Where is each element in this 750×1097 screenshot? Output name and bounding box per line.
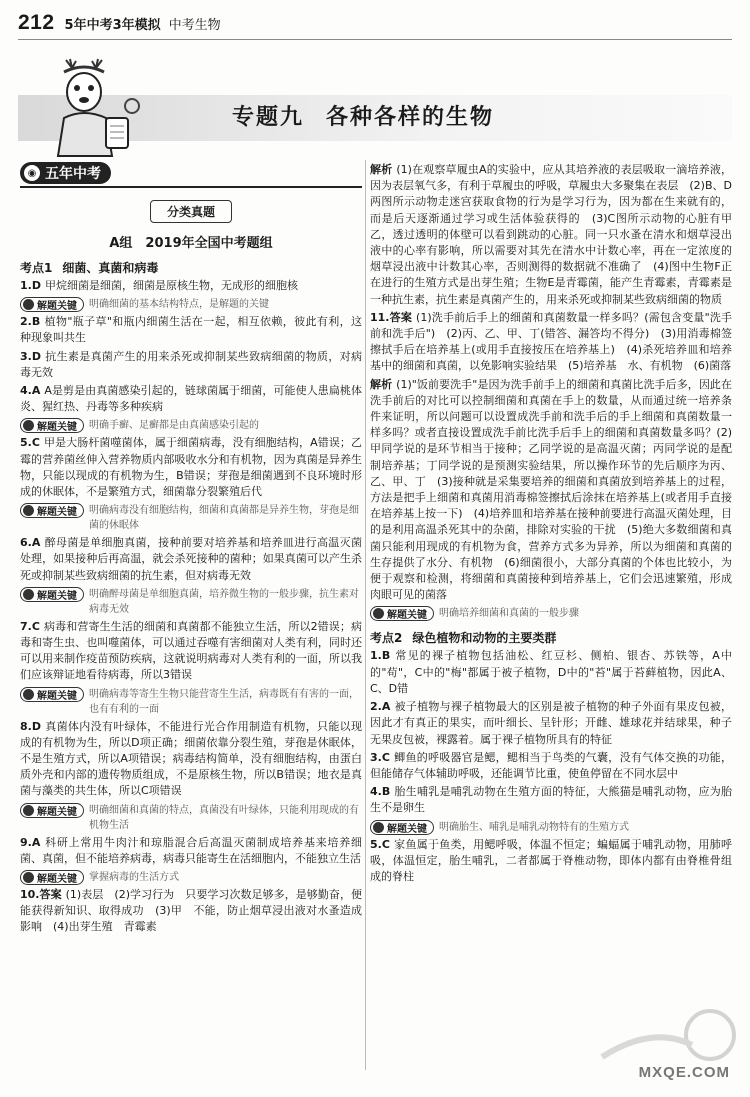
answer-item	[370, 784, 732, 816]
answer-id: 10.答案	[20, 888, 62, 902]
key-tip-badge	[20, 870, 84, 885]
key-tip	[20, 803, 362, 833]
answer-text: (1)"饭前要洗手"是因为洗手前手上的细菌和真菌比洗手后多，因此在洗手前后的对比可以控制细菌和真菌在手上的数量，从而通过统一培养条件来证明，所以问题可以设置成洗手前和洗手后的手上细菌和真菌数量一样多吗？或者直接设置成洗手前比洗手后手上的细菌和真菌数量多吗？(2)甲同学说的是环节相当于接种；乙同学说的是高温灭菌；丙同学说的是配制培养基；丁同学说的是预测实验结果，所以操作环节的先后顺序为丙、乙、甲、丁 (3)接种就是采集要培养的细菌和真菌放到培养基上的过程，方法是把手上细菌和真菌用消毒棉签擦拭后涂抹在培养基上(或者用手直接在培养基上按一下) (4)培养皿和培养基在接种前要进行高温灭菌处理，目的是利用高温杀死其中的杂菌，排除对实验的干扰 (5)绝大多数细菌和真菌只能利用现成的有机物为食，营养方式多为异养，所以为细菌和真菌的生存提供了水分、有机物 (6)细菌很小，大部分真菌的个体也比较小，为便于观察和检测，将细菌和真菌接种到培养基上，它们会迅速繁殖，形成肉眼可见的菌落	[370, 377, 733, 602]
answer-text: 甲烷细菌是细菌，细菌是原核生物，无成形的细胞核	[44, 279, 298, 292]
answer-item	[370, 648, 732, 697]
answer-id: 4.A	[20, 384, 41, 398]
answer-item	[370, 377, 732, 604]
key-tip	[20, 870, 362, 885]
key-tip-badge	[20, 803, 84, 818]
answer-item	[20, 435, 362, 500]
key-tip-label: 解题关键	[37, 422, 77, 434]
subject-label: 中考生物	[168, 18, 221, 33]
left-answer-list	[20, 278, 362, 936]
answer-item	[20, 619, 362, 684]
answer-item	[370, 837, 732, 886]
key-tip	[20, 587, 362, 617]
answer-id: 3.D	[20, 349, 41, 363]
key-tip-badge	[20, 503, 84, 518]
answer-id: 1.D	[20, 279, 41, 292]
key-tip-text: 明确细菌的基本结构特点，是解题的关键	[89, 299, 269, 311]
bulb-icon	[23, 805, 34, 816]
answer-text: 胎生哺乳是哺乳动物在生殖方面的特征，大熊猫是哺乳动物，应为胎生不是卵生	[370, 785, 732, 815]
answer-text: 病毒和营寄生生活的细菌和真菌都不能独立生活，所以2错误；病毒和寄生虫、也叫噬菌体，可以通过吞噬有害细菌对人类有利，同时还可以用来制作疫苗预防疾病，这就说明病毒对人类有利的一面，所以我们应该辩证地看待病毒，所以3错误	[20, 619, 362, 682]
watermark-text: MXQE.COM	[638, 1064, 730, 1081]
key-tip	[20, 503, 362, 533]
answer-text: (1)表层 (2)学习行为 只要学习次数足够多，是够勤奋，便能获得新知识、取得成功 (3)甲 不能，防止烟草浸出液对水蚤造成影响 (4)出芽生殖 青霉素	[20, 888, 362, 934]
answer-text: 醉母菌是单细胞真菌，接种前要对培养基和培养皿进行高温灭菌处理，如果接种后再高温，就会杀死接种的菌种；如果真菌可以产生杀死或抑制某些致病细菌的抗生素，但对病毒无效	[20, 536, 362, 582]
topic-title	[232, 100, 494, 131]
key-tip-text: 明确培养细菌和真菌的一般步骤	[439, 608, 579, 620]
right-answer-list	[370, 162, 732, 885]
key-tip-text: 明确细菌和真菌的特点，真菌没有叶绿体，只能利用现成的有机物生活	[89, 804, 359, 831]
banner-label: 五年中考	[45, 166, 101, 182]
answer-item	[370, 162, 732, 308]
right-column	[370, 160, 732, 885]
answer-text: 常见的裸子植物包括油松、红豆杉、侧柏、银杏、苏铁等，A中的"苟"，C中的"梅"都属于被子植物，D中的"苔"属于苔藓植物，因此A、C、D错	[370, 649, 732, 695]
answer-text: 甲是大肠杆菌噬菌体，属于细菌病毒，没有细胞结构，A错误；乙霉的营养菌丝伸入营养物质内部吸收水分和有机物，因为真菌是异养生物，只能以现成的有机物为生，B错误；芽孢是细菌遇到不良环境时形成的休眠体，不是繁殖方式，细菌靠分裂繁殖后代	[20, 436, 362, 499]
answer-item	[20, 719, 362, 800]
answer-text: (1)洗手前后手上的细菌和真菌数量一样多吗？(需包含变量"洗手前和洗手后") (2)丙、乙、甲、丁(错答、漏答均不得分) (3)用消毒棉签擦拭手后在培养基上(或用手直接按压在培养基上) (4)杀死培养皿和培养基中的细菌和真菌，以免影响实验结果 (5)培养基 水、有机物 (6)菌落	[370, 310, 732, 373]
category-box: 分类真题	[150, 200, 232, 223]
key-tip	[20, 418, 362, 433]
key-tip-label: 解题关键	[37, 690, 77, 702]
bulb-icon	[23, 299, 34, 310]
bulb-icon	[23, 872, 34, 883]
answer-id: 5.C	[20, 436, 40, 450]
banner-badge	[20, 162, 111, 184]
key-tip-label: 解题关键	[387, 823, 427, 835]
point-name: 绿色植物和动物的主要类群	[412, 631, 557, 646]
cat-icon: ◉	[24, 165, 40, 181]
section-banner	[20, 160, 362, 188]
answer-item	[20, 349, 362, 381]
topic-number: 专题九	[232, 105, 305, 130]
key-tip-label: 解题关键	[37, 507, 77, 519]
key-tip-label: 解题关键	[387, 610, 427, 622]
key-tip-badge	[20, 587, 84, 602]
answer-id: 11.答案	[370, 310, 413, 324]
group-title: A组 2019年全国中考题组	[109, 236, 273, 251]
answer-id: 解析	[370, 163, 393, 176]
answer-id: 6.A	[20, 536, 41, 550]
key-tip-badge	[370, 820, 434, 835]
answer-id: 4.B	[370, 785, 391, 799]
answer-text: 被子植物与裸子植物最大的区别是被子植物的种子外面有果皮包被，因此才有真正的果实，而叶细长、呈针形；开雌、雄球花并结球果，种子无果皮包被，裸露着。属于裸子植物所具有的特征	[370, 700, 732, 746]
key-tip-text: 明确胎生、哺乳是哺乳动物特有的生殖方式	[439, 821, 629, 833]
answer-item	[20, 887, 362, 936]
bulb-icon	[23, 505, 34, 516]
point-heading	[370, 629, 732, 646]
answer-item	[20, 278, 362, 294]
point-name: 细菌、真菌和病毒	[62, 261, 159, 275]
key-tip-text: 明确醉母菌是单细胞真菌，培养微生物的一般步骤，抗生素对病毒无效	[89, 588, 359, 615]
answer-text: 家鱼属于鱼类，用鳃呼吸，体温不恒定；蝙蝠属于哺乳动物，用肺呼吸，体温恒定，胎生哺乳，二者都属于脊椎动物，即体内都有由脊椎骨组成的脊柱	[370, 837, 732, 883]
point-label: 考点2	[370, 631, 403, 646]
key-tip-text: 明确手癣、足癣都是由真菌感染引起的	[89, 420, 259, 432]
answer-id: 2.A	[370, 700, 391, 714]
left-column	[20, 160, 362, 936]
bulb-icon	[23, 589, 34, 600]
deer-mascot-icon	[34, 58, 152, 162]
key-tip	[370, 606, 732, 621]
key-tip	[370, 820, 732, 835]
key-tip	[20, 687, 362, 717]
answer-id: 9.A	[20, 835, 41, 849]
page-header	[18, 12, 732, 40]
answer-id: 解析	[370, 377, 393, 391]
answer-text: 科研上常用牛肉汁和琼脂混合后高温灭菌制成培养基来培养细菌、真菌，但不能培养病毒，病毒只能寄生在活细胞内，不能独立生活	[20, 835, 362, 865]
bulb-icon	[23, 420, 34, 431]
page-number: 212	[18, 11, 55, 34]
answer-item	[20, 383, 362, 415]
answer-text: 植物"瓶子草"和瓶内细菌生活在一起，相互依赖，彼此有利，这种现象叫共生	[20, 315, 362, 345]
answer-item	[370, 750, 732, 782]
key-tip-text: 明确病毒等寄生生物只能营寄生生活，病毒既有有害的一面，也有有利的一面	[89, 688, 359, 715]
bulb-icon	[373, 608, 384, 619]
point-label: 考点1	[20, 261, 53, 275]
answer-text: A是剪是由真菌感染引起的，链球菌属于细菌，可能使人患扁桃体炎、猩红热、丹毒等多种疾病	[20, 384, 362, 414]
answer-item	[20, 535, 362, 584]
answer-item	[370, 310, 732, 375]
answer-text: 抗生素是真菌产生的用来杀死或抑制某些致病细菌的物质，对病毒无效	[20, 349, 362, 379]
key-tip-label: 解题关键	[37, 874, 77, 886]
answer-id: 7.C	[20, 619, 40, 633]
answer-id: 3.C	[370, 750, 390, 764]
bulb-icon	[373, 822, 384, 833]
key-tip-badge	[20, 418, 84, 433]
key-tip-label: 解题关键	[37, 301, 77, 313]
key-tip-label: 解题关键	[37, 590, 77, 602]
topic-name: 各种各样的生物	[326, 105, 495, 130]
key-tip-text: 掌握病毒的生活方式	[89, 872, 179, 884]
answer-item	[370, 699, 732, 748]
key-tip-badge	[20, 687, 84, 702]
key-tip-badge	[370, 606, 434, 621]
bulb-icon	[23, 689, 34, 700]
answer-text: (1)在观察草履虫A的实验中，应从其培养液的表层吸取一滴培养液，因为表层氧气多，有利于草履虫的呼吸，草履虫大多聚集在表层 (2)B、D两图所示动物走迷宫获取食物的行为是学习行为，因为都在生来就有的，而是后天逐渐通过学习或生活体验获得的 (3)C图所示动物的心脏有甲乙，透过透明的体壁可以看到跳动的心脏。同一只水蚤在清水和烟草浸出液中的心率有影响，所以需要对其先在清水中计数心率，再在一定浓度的烟草浸出液中计数其心率，否则测得的数据就不准确了 (4)图中生物F正在进行的生殖方式是出芽生殖；生物E是青霉菌，能产生青霉素，青霉素是一种抗生素，抗生素是真菌产生的，用来杀死或抑制某些致病细菌的物质	[370, 163, 733, 306]
book-title: 5年中考3年模拟	[64, 18, 161, 33]
column-divider	[365, 160, 366, 1070]
answer-id: 1.B	[370, 649, 391, 663]
answer-item	[20, 835, 362, 867]
answer-item	[20, 314, 362, 346]
answer-text: 真菌体内没有叶绿体，不能进行光合作用制造有机物，只能以现成的有机物为生，所以D项正确；细菌依靠分裂生殖，芽孢是休眠体，不是生殖方式，所以A项错误；病毒结构简单，没有细胞结构，由蛋白质外壳和内部的遗传物质组成，不是原核生物，所以B错误；地衣是真菌与藻类的共生体，所以C项错误	[20, 719, 362, 798]
answer-text: 鲫鱼的呼吸器官是鳃，鳃相当于鸟类的气囊，没有气体交换的功能，但能储存气体辅助呼吸，还能调节比重，使鱼停留在不同水层中	[370, 750, 732, 780]
answer-id: 2.B	[20, 315, 41, 329]
answer-id: 5.C	[370, 837, 390, 851]
answer-id: 8.D	[20, 719, 41, 733]
key-tip-text: 明确病毒没有细胞结构，细菌和真菌都是异养生物，芽孢是细菌的休眠体	[89, 505, 359, 532]
key-tip-badge	[20, 297, 84, 312]
key-tip-label: 解题关键	[37, 806, 77, 818]
point-heading	[20, 259, 362, 276]
key-tip	[20, 297, 362, 312]
